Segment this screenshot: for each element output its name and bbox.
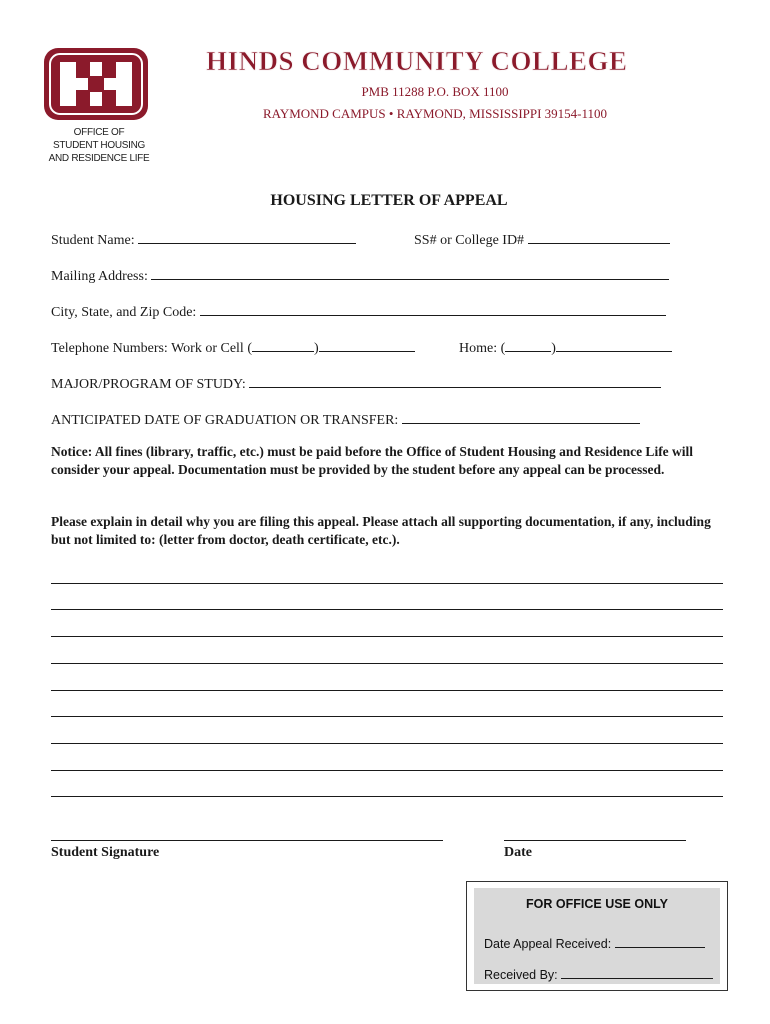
student-name-field[interactable]: [138, 229, 356, 244]
explain-instructions: Please explain in detail why you are filing this appeal. Please attach all supporting documentation, if any, including but not limited to: (letter from doctor, death certificate, etc.).: [51, 514, 711, 547]
date-received-field[interactable]: [615, 935, 705, 948]
mailing-label: Mailing Address:: [51, 269, 148, 284]
date-label: Date: [504, 845, 532, 860]
form-title: HOUSING LETTER OF APPEAL: [270, 192, 508, 209]
student-name-label: Student Name:: [51, 233, 135, 248]
major-row: [51, 373, 661, 393]
notice-text: Notice: All fines (library, traffic, etc.) must be paid before the Office of Student Housing and Residence Life will consider your appeal. Documentation must be provided by the student before any appeal can be processed.: [51, 444, 694, 477]
home-area-code-field[interactable]: [505, 337, 551, 352]
office-label: [40, 126, 158, 165]
received-by-row: [484, 966, 713, 982]
id-row: [414, 229, 670, 249]
explanation-line[interactable]: [51, 609, 723, 610]
explanation-line[interactable]: [51, 583, 723, 584]
explanation-line[interactable]: [51, 663, 723, 664]
major-field[interactable]: [249, 373, 661, 388]
home-label: Home: (: [459, 341, 506, 356]
graduation-label: ANTICIPATED DATE OF GRADUATION OR TRANSFER:: [51, 413, 399, 428]
explanation-line[interactable]: [51, 716, 723, 717]
mailing-row: [51, 265, 669, 285]
office-line-2: STUDENT HOUSING: [53, 140, 145, 151]
address-line-1: PMB 11288 P.O. BOX 1100: [361, 84, 509, 99]
office-use-panel: [474, 888, 720, 984]
received-by-label: Received By:: [484, 968, 558, 982]
home-phone-field[interactable]: [556, 337, 672, 352]
student-signature-line[interactable]: [51, 840, 443, 841]
office-use-box: [466, 881, 728, 991]
office-line-1: OFFICE OF: [73, 127, 125, 138]
home-paren-close: ): [551, 341, 556, 356]
student-name-row: [51, 229, 356, 249]
city-row: [51, 301, 666, 321]
phone-row: [51, 337, 415, 357]
id-field[interactable]: [528, 229, 670, 244]
major-label: MAJOR/PROGRAM OF STUDY:: [51, 377, 246, 392]
home-row: [459, 337, 672, 357]
city-field[interactable]: [200, 301, 666, 316]
work-phone-field[interactable]: [319, 337, 415, 352]
explanation-line[interactable]: [51, 690, 723, 691]
city-label: City, State, and Zip Code:: [51, 305, 197, 320]
explanation-line[interactable]: [51, 636, 723, 637]
work-area-code-field[interactable]: [252, 337, 314, 352]
received-by-field[interactable]: [561, 966, 713, 979]
mailing-field[interactable]: [151, 265, 669, 280]
office-line-3: AND RESIDENCE LIFE: [48, 153, 150, 164]
id-label: SS# or College ID#: [414, 233, 525, 248]
office-use-title: FOR OFFICE USE ONLY: [526, 897, 668, 911]
explanation-line[interactable]: [51, 770, 723, 771]
graduation-field[interactable]: [402, 409, 640, 424]
date-received-row: [484, 935, 705, 951]
student-signature-label: Student Signature: [51, 845, 160, 860]
graduation-row: [51, 409, 640, 429]
address-line-2: RAYMOND CAMPUS • RAYMOND, MISSISSIPPI 39154-1100: [262, 106, 608, 121]
explanation-line[interactable]: [51, 796, 723, 797]
college-name: HINDS COMMUNITY COLLEGE: [206, 46, 628, 76]
work-paren-close: ): [313, 341, 319, 356]
date-received-label: Date Appeal Received:: [484, 937, 612, 951]
date-line[interactable]: [504, 840, 686, 841]
phone-label: Telephone Numbers: Work or Cell (: [51, 341, 252, 356]
explanation-line[interactable]: [51, 743, 723, 744]
